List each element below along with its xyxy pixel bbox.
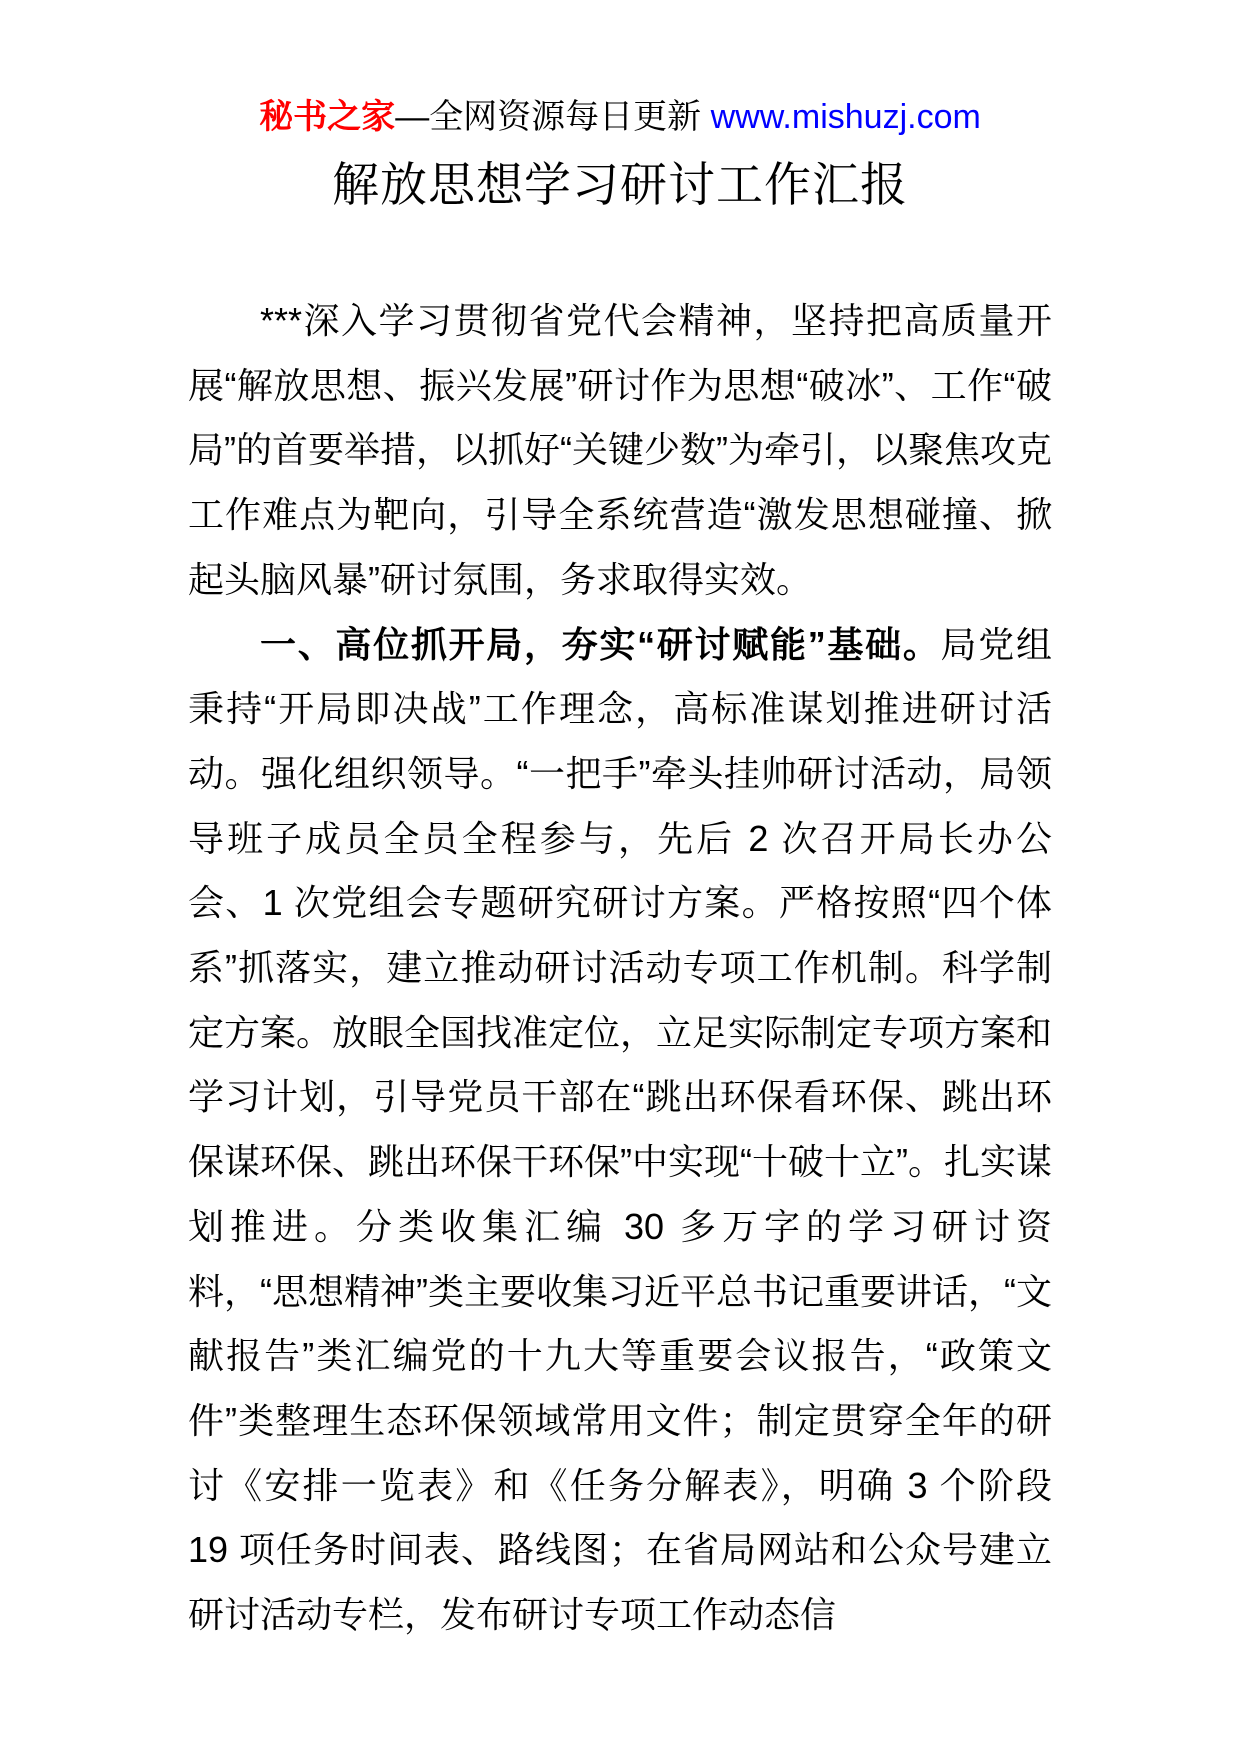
section-one-body: 局党组秉持“开局即决战”工作理念，高标准谋划推进研讨活动。强化组织领导。“一把手”牵头挂帅研讨活动，局领导班子成员全员全程参与，先后 2 次召开局长办公会、1 次党组会专题研究研讨方案。严格按照“四个体系”抓落实，建立推动研讨活动专项工作机制。科学制定方案。放眼全国找准定位，立足实际制定专项方案和学习计划，引导党员干部在“跳出环保看环保、跳出环保谋环保、跳出环保干环保”中实现“十破十立”。扎实谋划推进。分类收集汇编 30 多万字的学习研讨资料，“思想精神”类主要收集习近平总书记重要讲话，“文献报告”类汇编党的十九大等重要会议报告，“政策文件”类整理生态环保领域常用文件；制定贯穿全年的研讨《安排一览表》和《任务分解表》，明确 3 个阶段 19 项任务时间表、路线图；在省局网站和公众号建立研讨活动专栏，发布研讨专项工作动态信 [188,623,1053,1636]
brand-text: 秘书之家 [259,98,396,136]
page-header [0,96,1240,138]
paragraph-intro [188,289,1052,613]
paragraph-section-one [188,613,1052,1648]
document-body [188,289,1052,1648]
header-tagline: —全网资源每日更新 [395,98,711,136]
section-one-heading: 一、高位抓开局，夯实“研讨赋能”基础。 [260,623,941,665]
paragraph-intro-text: ***深入学习贯彻省党代会精神，坚持把高质量开展“解放思想、振兴发展”研讨作为思想“破冰”、工作“破局”的首要举措，以抓好“关键少数”为牵引，以聚焦攻克工作难点为靶向，引导全系统营造“激发思想碰撞、掀起头脑风暴”研讨氛围，务求取得实效。 [188,300,1052,600]
header-url-link[interactable]: www.mishuzj.com [710,98,981,136]
document-title: 解放思想学习研讨工作汇报 [332,158,908,211]
